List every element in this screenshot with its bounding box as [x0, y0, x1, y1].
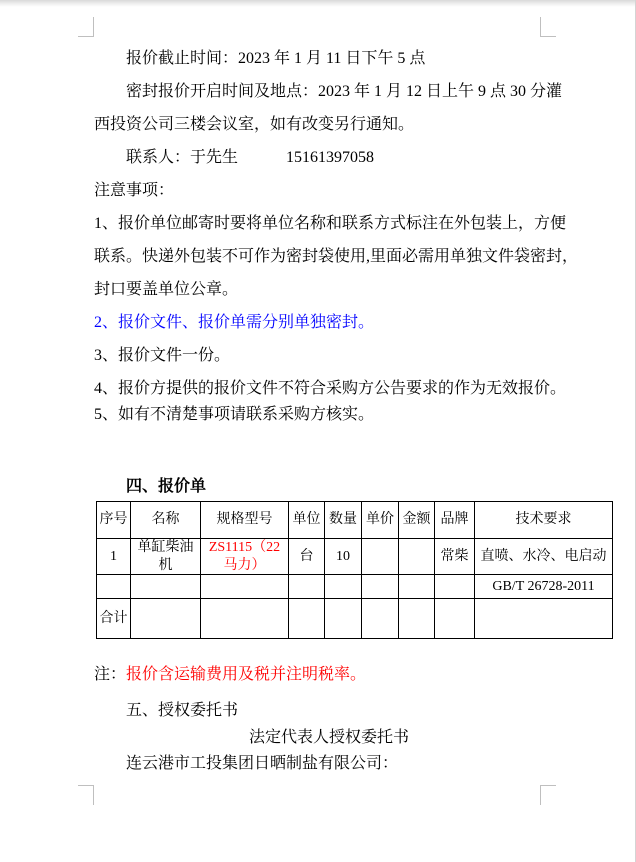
header-cell-brand: 品牌 [435, 502, 475, 539]
authorization-subtitle: 法定代表人授权委托书 [248, 729, 409, 746]
header-cell-tech: 技术要求 [475, 502, 613, 539]
table-row-item [97, 539, 613, 575]
header-cell-name: 名称 [131, 502, 201, 539]
para-open-time-line1: 密封报价开启时间及地点：2023 年 1 月 12 日上午 9 点 30 分灌 [126, 83, 563, 100]
cell-empty [362, 599, 399, 639]
header-cell-price: 单价 [362, 502, 399, 539]
header-cell-unit: 单位 [289, 502, 325, 539]
cell-empty [475, 599, 613, 639]
cell-price [362, 539, 399, 575]
tax-note-prefix: 注： [94, 666, 127, 683]
header-cell-seq: 序号 [97, 502, 131, 539]
header-cell-qty: 数量 [325, 502, 362, 539]
cell-empty [201, 599, 289, 639]
table-header-row [97, 502, 613, 539]
quote-table[interactable] [96, 501, 613, 639]
para-note2-blue: 2、报价文件、报价单需分别单独密封。 [94, 314, 375, 331]
cell-empty [97, 575, 131, 599]
para-note1-line2: 联系。快递外包装不可作为密封袋使用,里面必需用单独文件袋密封， [94, 248, 579, 265]
table-row-standard [97, 575, 613, 599]
tax-note-red-text: 报价含运输费用及税并注明税率。 [126, 666, 367, 683]
cell-empty [131, 575, 201, 599]
cell-empty [399, 599, 435, 639]
para-note1-line3: 封口要盖单位公章。 [94, 281, 239, 298]
cell-empty [325, 575, 362, 599]
margin-crop-mark-top-left [78, 17, 94, 37]
cell-empty [289, 575, 325, 599]
margin-crop-mark-bottom-right [540, 785, 556, 805]
authorization-addressee: 连云港市工投集团日晒制盐有限公司： [126, 755, 399, 772]
cell-amount [399, 539, 435, 575]
cell-empty [131, 599, 201, 639]
cell-empty [435, 575, 475, 599]
quote-section-heading: 四、报价单 [126, 478, 207, 495]
cell-empty [362, 575, 399, 599]
cell-empty [325, 599, 362, 639]
margin-crop-mark-top-right [540, 17, 556, 37]
cell-seq: 1 [97, 539, 131, 575]
cell-name: 单缸柴油机 [131, 539, 201, 575]
cell-spec-red: ZS1115（22 马力） [201, 539, 289, 575]
table-row-total [97, 599, 613, 639]
para-note5: 5、如有不清楚事项请联系采购方核实。 [94, 406, 375, 423]
cell-tech: 直喷、水冷、电启动 [475, 539, 613, 575]
para-tax-note [94, 665, 594, 685]
authorization-heading: 五、授权委托书 [126, 702, 239, 719]
header-cell-amount: 金额 [399, 502, 435, 539]
header-cell-spec: 规格型号 [201, 502, 289, 539]
cell-qty: 10 [325, 539, 362, 575]
cell-empty [399, 575, 435, 599]
cell-standard-number: GB/T 26728-2011 [475, 575, 613, 599]
cell-empty [435, 599, 475, 639]
cell-empty [201, 575, 289, 599]
para-contact: 联系人：于先生 15161397058 [126, 149, 375, 166]
cell-total-label: 合计 [97, 599, 131, 639]
margin-crop-mark-bottom-left [78, 785, 94, 805]
para-note1-line1: 1、报价单位邮寄时要将单位名称和联系方式标注在外包装上，方便 [94, 215, 567, 232]
para-note3: 3、报价文件一份。 [94, 347, 231, 364]
para-note4: 4、报价方提供的报价文件不符合采购方公告要求的作为无效报价。 [94, 380, 567, 397]
cell-brand: 常柴 [435, 539, 475, 575]
page-top-shadow [0, 0, 636, 7]
para-deadline: 报价截止时间：2023 年 1 月 11 日下午 5 点 [126, 50, 426, 67]
para-open-time-line2: 西投资公司三楼会议室，如有改变另行通知。 [94, 116, 415, 133]
cell-empty [289, 599, 325, 639]
para-notes-title: 注意事项： [94, 182, 175, 199]
cell-unit: 台 [289, 539, 325, 575]
